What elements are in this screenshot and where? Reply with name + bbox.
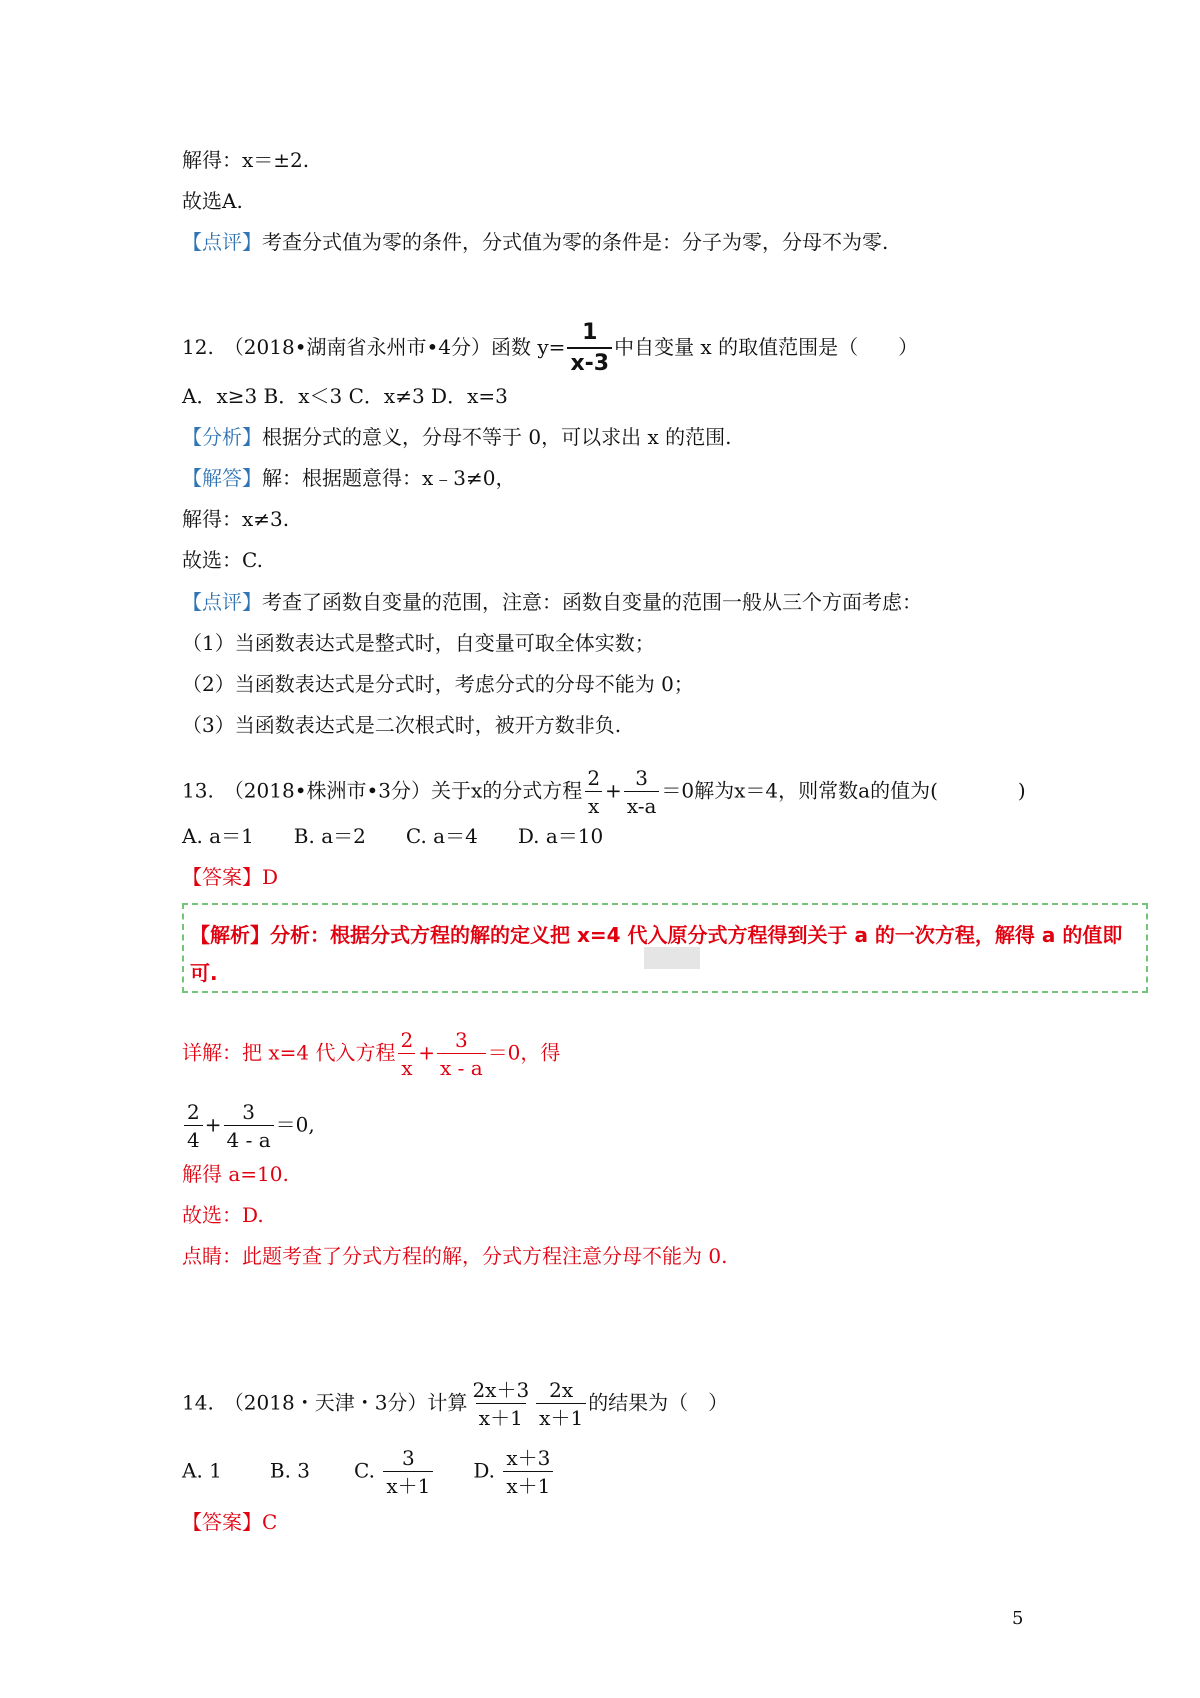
image-smudge [644, 947, 700, 969]
q12-comment-3: （3）当函数表达式是二次根式时，被开方数非负. [182, 713, 622, 737]
q14-head: 14. （2018・天津・3分）计算 [182, 1390, 468, 1415]
q13-answer-tag: 【答案】 [182, 865, 262, 889]
q13-frac-1-den: x [585, 791, 602, 816]
q13-eq-frac-2 [224, 1102, 274, 1150]
q14-option-d-den: x＋1 [503, 1471, 553, 1496]
q13-eq-frac-1 [184, 1102, 203, 1150]
q13-frac-1 [584, 768, 603, 816]
q13-detail-plus: + [418, 1040, 435, 1065]
q13-comment: 点睛：此题考查了分式方程的解，分式方程注意分母不能为 0. [182, 1244, 728, 1268]
analysis-box [182, 903, 1148, 993]
analysis-box-line-2: 可. [190, 961, 218, 985]
q12-solution [182, 464, 516, 492]
q13-eq-tail: ＝0, [275, 1112, 315, 1137]
q14-frac-1-num: 2x＋3 [472, 1378, 530, 1402]
q13-eq-plus: + [204, 1112, 222, 1137]
q13-frac-2-den: x-a [624, 791, 660, 816]
q12-solve: 解得：x≠3. [182, 507, 290, 531]
q12-choose: 故选：C. [182, 548, 263, 572]
analysis-box-line-1: 【解析】分析：根据分式方程的解的定义把 x=4 代入原分式方程得到关于 a 的一次方程，解得 a 的值即 [190, 923, 1123, 947]
choice-line: 故选A. [182, 189, 243, 213]
q14-frac-1 [469, 1380, 532, 1428]
question-12 [182, 322, 918, 375]
q12-analysis-text: 根据分式的意义，分母不等于 0，可以求出 x 的范围. [262, 425, 732, 449]
q13-answer [182, 863, 278, 891]
q12-head: 12. （2018•湖南省永州市•4分）函数 y= [182, 335, 566, 359]
q13-eq-frac-1-num: 2 [187, 1100, 200, 1124]
q14-option-d-num: x＋3 [506, 1446, 551, 1470]
q13-plus: + [605, 778, 622, 803]
q13-choose: 故选：D. [182, 1203, 264, 1227]
q14-tail: 的结果为（ ） [588, 1390, 729, 1415]
q14-frac-1-den: x＋1 [476, 1403, 526, 1428]
q12-comment-2: （2）当函数表达式是分式时，考虑分式的分母不能为 0； [182, 672, 694, 696]
q13-detail-frac-1-den: x [398, 1053, 415, 1078]
question-14 [182, 1380, 728, 1428]
q13-detail-head: 详解：把 x=4 代入方程 [182, 1040, 396, 1065]
q13-eq-frac-2-den: 4 - a [224, 1125, 274, 1150]
q13-detail-tail: ＝0，得 [487, 1040, 561, 1065]
q12-analysis [182, 423, 731, 451]
q12-frac-num: 1 [582, 320, 598, 345]
q13-frac-2 [624, 768, 660, 816]
q13-solve: 解得 a=10. [182, 1162, 289, 1186]
q14-frac-2-num: 2x [549, 1378, 574, 1402]
q12-comment-text: 考查了函数自变量的范围，注意：函数自变量的范围一般从三个方面考虑： [262, 590, 922, 614]
q14-answer-tag: 【答案】 [182, 1510, 262, 1534]
q14-option-d: D. [473, 1458, 496, 1483]
comment-tag: 【点评】 [182, 230, 262, 254]
q13-equation [182, 1102, 315, 1150]
page-number: 5 [1012, 1608, 1024, 1629]
q12-comment [182, 588, 922, 616]
q13-detail-frac-2-den: x - a [437, 1053, 486, 1078]
q14-answer-value: C [262, 1510, 278, 1534]
q14-option-b: B. 3 [269, 1458, 311, 1483]
q13-detail-frac-1-num: 2 [400, 1028, 414, 1052]
q13-tail: ＝0解为x＝4，则常数a的值为( ) [661, 778, 1026, 803]
q14-answer [182, 1508, 277, 1536]
q14-option-c-frac [383, 1448, 433, 1496]
q13-detail-frac-2 [437, 1030, 486, 1078]
q13-frac-2-num: 3 [635, 766, 648, 790]
q13-eq-frac-1-den: 4 [184, 1125, 203, 1150]
question-13 [182, 768, 1026, 816]
q12-comment-1: （1）当函数表达式是整式时，自变量可取全体实数； [182, 631, 655, 655]
comment-line [182, 228, 888, 256]
q12-comment-tag: 【点评】 [182, 590, 262, 614]
q13-frac-1-num: 2 [587, 766, 601, 790]
q13-detail-frac-2-num: 3 [454, 1028, 468, 1052]
q12-tail: 中自变量 x 的取值范围是（ ） [614, 335, 919, 359]
q14-option-d-frac [503, 1448, 553, 1496]
q14-option-a: A. 1 [182, 1458, 222, 1483]
q12-analysis-tag: 【分析】 [182, 425, 262, 449]
q14-option-c-den: x＋1 [383, 1471, 433, 1496]
q12-solution-tag: 【解答】 [182, 466, 262, 490]
q12-frac-den: x-3 [567, 347, 612, 375]
q13-answer-value: D [262, 865, 279, 889]
q13-head: 13. （2018•株洲市•3分）关于x的分式方程 [182, 778, 583, 803]
q14-option-c: C. [354, 1458, 375, 1483]
q14-option-c-num: 3 [401, 1446, 415, 1470]
q13-options: A. a＝1 B. a＝2 C. a＝4 D. a＝10 [182, 824, 604, 848]
q12-solution-text: 解：根据题意得：x﹣3≠0， [262, 466, 516, 490]
comment-text: 考查分式值为零的条件，分式值为零的条件是：分子为零，分母不为零. [262, 230, 889, 254]
q14-frac-2-den: x＋1 [536, 1403, 586, 1428]
q12-fraction [567, 322, 612, 375]
q14-options [182, 1448, 555, 1496]
q13-eq-frac-2-num: 3 [242, 1100, 255, 1124]
solution-line: 解得：x＝±2. [182, 148, 310, 172]
q13-detail-frac-1 [397, 1030, 416, 1078]
q12-options: A．x≥3 B．x＜3 C．x≠3 D．x=3 [182, 384, 508, 408]
q13-detail [182, 1030, 560, 1078]
q14-frac-2 [536, 1380, 586, 1428]
